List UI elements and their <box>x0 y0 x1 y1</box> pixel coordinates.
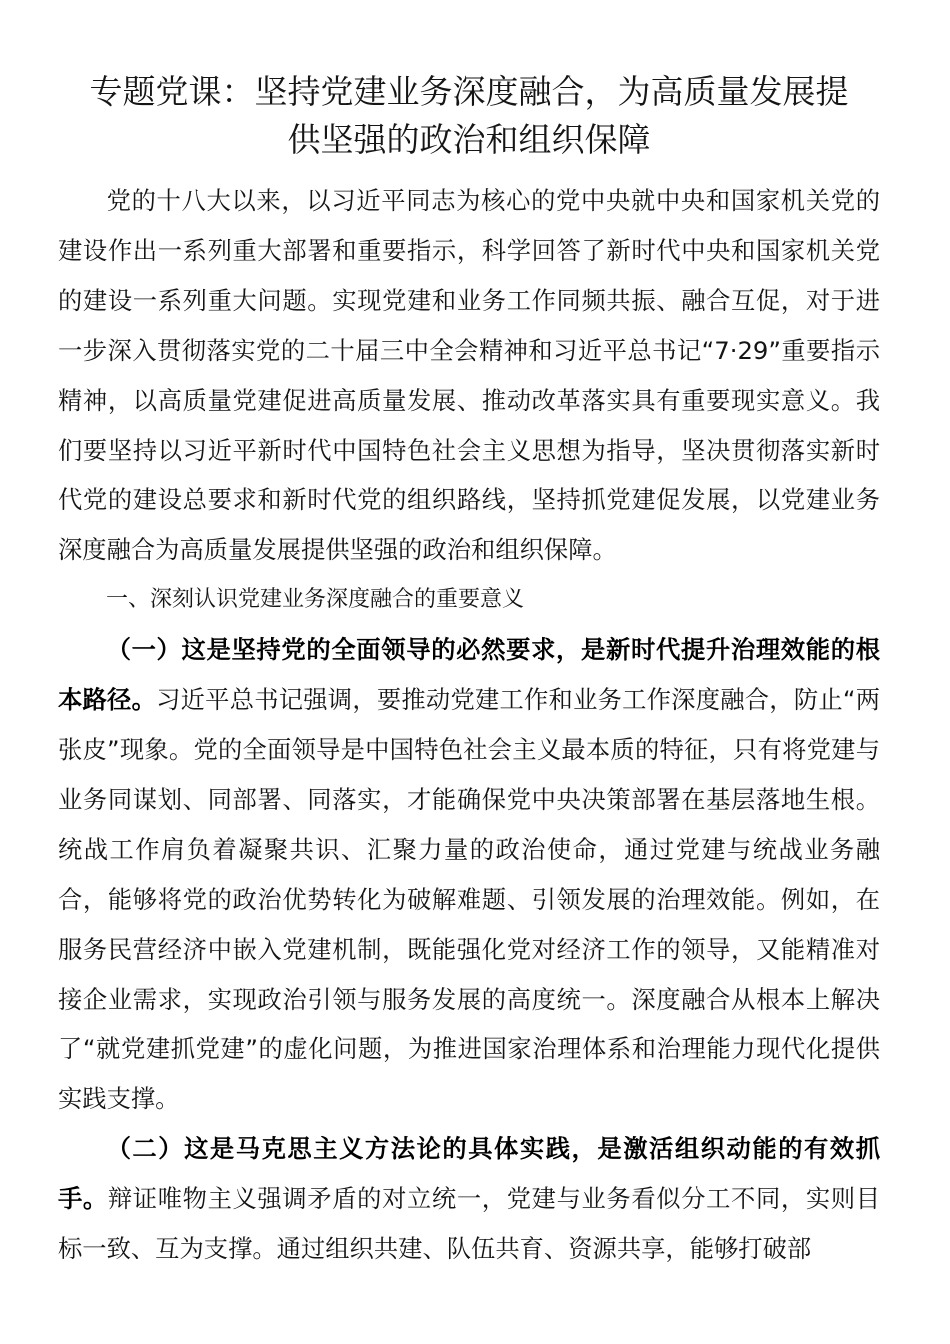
title-line-2: 供坚强的政治和组织保障 <box>287 120 651 159</box>
section-heading-1: 一、深刻认识党建业务深度融合的重要意义 <box>106 587 525 613</box>
point-1-lead: （一）这是坚持党的全面领导的必然要求，是新时代提升治理效能的根本路径。 <box>58 635 880 715</box>
intro-paragraph: 党的十八大以来，以习近平同志为核心的党中央就中央和国家机关党的建设作出一系列重大部署和重要指示，科学回答了新时代中央和国家机关党的建设一系列重大问题。实现党建和业务工作同频共振、融合互促，对于进一步深入贯彻落实党的二十届三中全会精神和习近平总书记“7·29”重要指示精神，以高质量党建促进高质量发展、推动改革落实具有重要现实意义。我们要坚持以习近平新时代中国特色社会主义思想为指导，坚决贯彻落实新时代党的建设总要求和新时代党的组织路线，坚持抓党建促发展，以党建业务深度融合为高质量发展提供坚强的政治和组织保障。 <box>58 186 880 565</box>
point-2-lead: （二）这是马克思主义方法论的具体实践，是激活组织动能的有效抓手。 <box>58 1134 880 1214</box>
point-1-paragraph <box>58 625 880 1124</box>
document-title <box>58 68 880 164</box>
title-line-1: 专题党课：坚持党建业务深度融合，为高质量发展提 <box>89 72 849 111</box>
point-2-body: 辩证唯物主义强调矛盾的对立统一，党建与业务看似分工不同，实则目标一致、互为支撑。通过组织共建、队伍共育、资源共享，能够打破部 <box>58 1184 880 1264</box>
point-1-body: 习近平总书记强调，要推动党建工作和业务工作深度融合，防止“两张皮”现象。党的全面领导是中国特色社会主义最本质的特征，只有将党建与业务同谋划、同部署、同落实，才能确保党中央决策部署在基层落地生根。统战工作肩负着凝聚共识、汇聚力量的政治使命，通过党建与统战业务融合，能够将党的政治优势转化为破解难题、引领发展的治理效能。例如，在服务民营经济中嵌入党建机制，既能强化党对经济工作的领导，又能精准对接企业需求，实现政治引领与服务发展的高度统一。深度融合从根本上解决了“就党建抓党建”的虚化问题，为推进国家治理体系和治理能力现代化提供实践支撑。 <box>58 685 880 1114</box>
point-2-paragraph <box>58 1124 880 1274</box>
document-page <box>58 68 880 1274</box>
